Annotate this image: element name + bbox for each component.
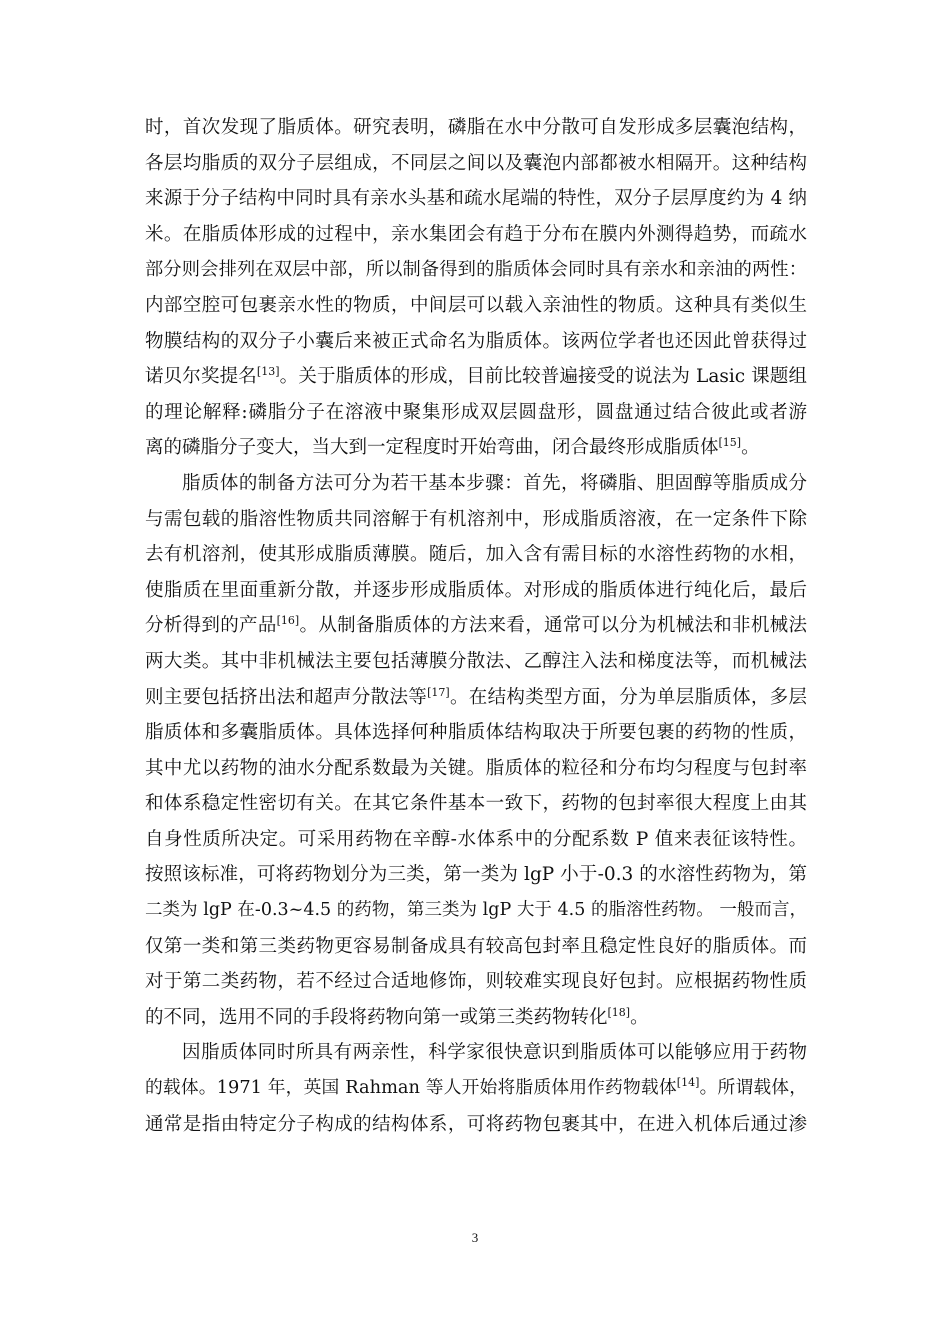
text-line: 与需包载的脂溶性物质共同溶解于有机溶剂中，形成脂质溶液，在一定条件下除 — [145, 508, 807, 530]
text-line: 离的磷脂分子变大，当大到一定程度时开始弯曲，闭合最终形成脂质体[15]。 — [145, 436, 760, 459]
text-line: 则主要包括挤出法和超声分散法等[17]。在结构类型方面，分为单层脂质体，多层 — [145, 685, 807, 708]
text-line: 通常是指由特定分子构成的结构体系，可将药物包裹其中，在进入机体后通过渗 — [145, 1113, 807, 1135]
page-number: 3 — [471, 1230, 479, 1245]
text-line: 分析得到的产品[16]。从制备脂质体的方法来看，通常可以分为机械法和非机械法 — [145, 614, 807, 637]
text-line: 的理论解释:磷脂分子在溶液中聚集形成双层圆盘形，圆盘通过结合彼此或者游 — [145, 401, 807, 423]
citation-marker: [14] — [676, 1076, 700, 1090]
text-line: 其中尤以药物的油水分配系数最为关键。脂质体的粒径和分布均匀程度与包封率 — [145, 757, 807, 779]
text-line: 内部空腔可包裹亲水性的物质，中间层可以载入亲油性的物质。这种具有类似生 — [145, 294, 807, 316]
citation-marker: [13] — [256, 365, 280, 378]
text-line: 二类为 lgP 在-0.3~4.5 的药物，第三类为 lgP 大于 4.5 的脂溶性药物。 一般而言， — [145, 900, 807, 921]
text-line: 来源于分子结构中同时具有亲水头基和疏水尾端的特性，双分子层厚度约为 4 纳 — [145, 188, 807, 210]
text-line: 去有机溶剂，使其形成脂质薄膜。随后，加入含有需目标的水溶性药物的水相， — [145, 544, 807, 566]
text-line: 诺贝尔奖提名[13]。关于脂质体的形成，目前比较普遍接受的说法为 Lasic 课题组 — [145, 365, 807, 388]
citation-marker: [16] — [276, 614, 300, 628]
text-line: 仅第一类和第三类药物更容易制备成具有较高包封率且稳定性良好的脂质体。而 — [145, 935, 807, 957]
paragraph-first-line: 脂质体的制备方法可分为若干基本步骤：首先，将磷脂、胆固醇等脂质成分 — [182, 472, 807, 494]
citation-marker: [15] — [718, 436, 742, 450]
text-line: 米。在脂质体形成的过程中，亲水集团会有趋于分布在膜内外测得趋势，而疏水 — [145, 223, 807, 245]
text-line: 部分则会排列在双层中部，所以制备得到的脂质体会同时具有亲水和亲油的两性： — [145, 259, 807, 281]
paragraph-first-line: 因脂质体同时所具有两亲性，科学家很快意识到脂质体可以能够应用于药物 — [182, 1042, 807, 1064]
text-line: 两大类。其中非机械法主要包括薄膜分散法、乙醇注入法和梯度法等，而机械法 — [145, 650, 807, 672]
text-line: 自身性质所决定。可采用药物在辛醇-水体系中的分配系数 P 值来表征该特性。 — [145, 828, 807, 850]
text-line: 时，首次发现了脂质体。研究表明，磷脂在水中分散可自发形成多层囊泡结构， — [145, 117, 807, 138]
text-line: 的不同，选用不同的手段将药物向第一或第三类药物转化[18]。 — [145, 1005, 649, 1028]
text-line: 按照该标准，可将药物划分为三类，第一类为 lgP 小于-0.3 的水溶性药物为，第 — [145, 864, 807, 886]
text-line: 脂质体和多囊脂质体。具体选择何种脂质体结构取决于所要包裹的药物的性质， — [145, 722, 807, 744]
citation-marker: [17] — [427, 685, 450, 699]
text-line: 使脂质在里面重新分散，并逐步形成脂质体。对形成的脂质体进行纯化后，最后 — [145, 579, 807, 601]
text-line: 和体系稳定性密切有关。在其它条件基本一致下，药物的包封率很大程度上由其 — [145, 793, 807, 815]
text-line: 对于第二类药物，若不经过合适地修饰，则较难实现良好包封。应根据药物性质 — [145, 971, 807, 993]
body-text — [145, 110, 807, 1142]
text-line: 物膜结构的双分子小囊后来被正式命名为脂质体。该两位学者也还因此曾获得过 — [145, 330, 807, 352]
text-line: 各层均脂质的双分子层组成，不同层之间以及囊泡内部都被水相隔开。这种结构 — [145, 152, 807, 174]
citation-marker: [18] — [607, 1005, 631, 1019]
text-line: 的载体。1971 年，英国 Rahman 等人开始将脂质体用作药物载体[14]。所谓载体， — [145, 1076, 807, 1099]
